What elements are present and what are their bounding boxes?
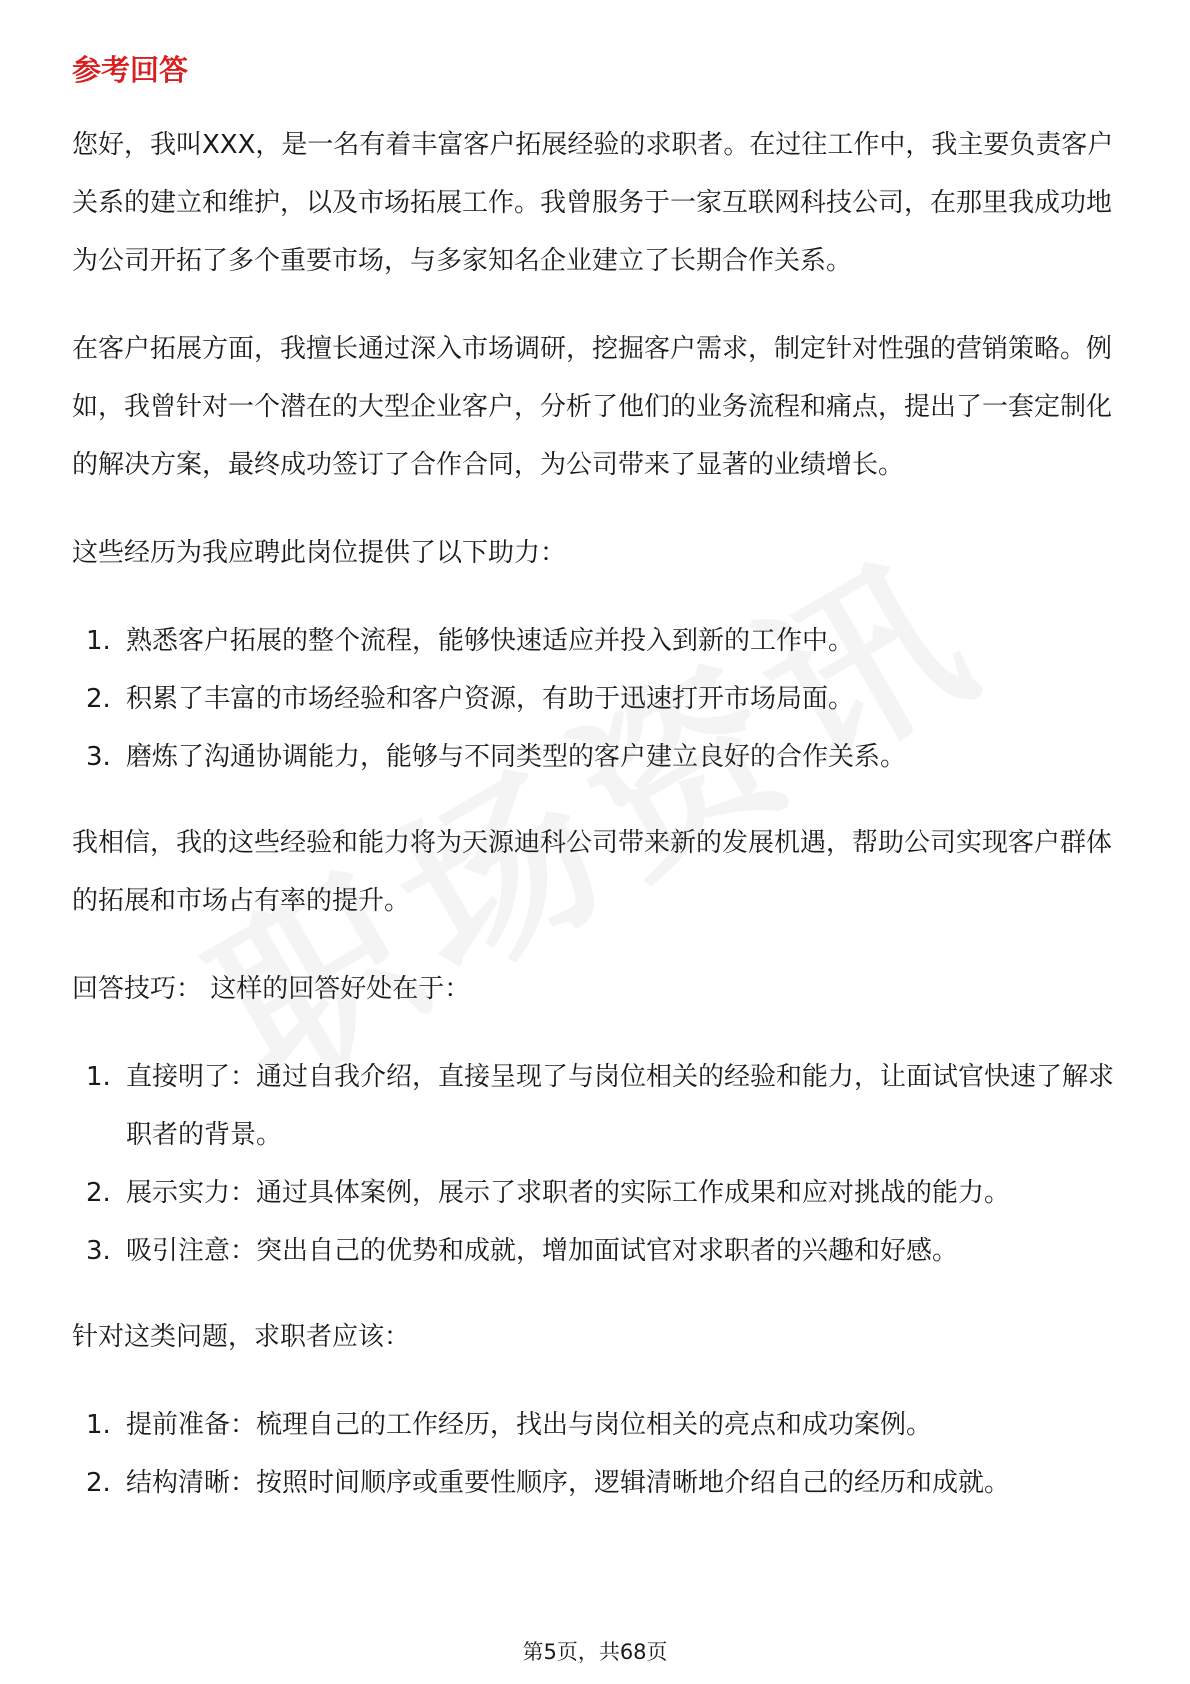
list-text: 直接明了：通过自我介绍，直接呈现了与岗位相关的经验和能力，让面试官快速了解求职者的背景。 bbox=[126, 1062, 1115, 1150]
list-number: 1. bbox=[86, 1410, 111, 1440]
list-item bbox=[72, 1222, 1118, 1280]
list-text: 吸引注意：突出自己的优势和成就，增加面试官对求职者的兴趣和好感。 bbox=[126, 1236, 959, 1266]
list-number: 3. bbox=[86, 742, 111, 772]
list-item bbox=[72, 1048, 1118, 1164]
list-number: 1. bbox=[86, 1062, 111, 1092]
document-body bbox=[72, 116, 1118, 1540]
advice-list bbox=[72, 1396, 1118, 1512]
paragraph-advice-intro: 针对这类问题，求职者应该： bbox=[72, 1322, 411, 1352]
list-number: 3. bbox=[86, 1236, 111, 1266]
list-text: 提前准备：梳理自己的工作经历，找出与岗位相关的亮点和成功案例。 bbox=[126, 1410, 933, 1440]
paragraph-tips-intro: 回答技巧： 这样的回答好处在于： bbox=[72, 974, 471, 1004]
benefits-list bbox=[72, 612, 1118, 786]
list-item bbox=[72, 612, 1118, 670]
paragraph-intro: 您好，我叫XXX，是一名有着丰富客户拓展经验的求职者。在过往工作中，我主要负责客户关系的建立和维护，以及市场拓展工作。我曾服务于一家互联网科技公司，在那里我成功地为公司开拓了多个重要市场，与多家知名企业建立了长期合作关系。 bbox=[72, 130, 1114, 276]
list-text: 积累了丰富的市场经验和客户资源，有助于迅速打开市场局面。 bbox=[126, 684, 855, 714]
paragraph-experience: 在客户拓展方面，我擅长通过深入市场调研，挖掘客户需求，制定针对性强的营销策略。例如，我曾针对一个潜在的大型企业客户，分析了他们的业务流程和痛点，提出了一套定制化的解决方案，最终成功签订了合作合同，为公司带来了显著的业绩增长。 bbox=[72, 334, 1113, 480]
list-item bbox=[72, 728, 1118, 786]
list-item bbox=[72, 1164, 1118, 1222]
page-number: 第5页，共68页 bbox=[522, 1640, 668, 1664]
list-number: 2. bbox=[86, 1178, 111, 1208]
list-number: 2. bbox=[86, 684, 111, 714]
list-text: 磨炼了沟通协调能力，能够与不同类型的客户建立良好的合作关系。 bbox=[126, 742, 907, 772]
list-item bbox=[72, 1454, 1118, 1512]
list-number: 2. bbox=[86, 1468, 111, 1498]
list-item bbox=[72, 670, 1118, 728]
list-text: 展示实力：通过具体案例，展示了求职者的实际工作成果和应对挑战的能力。 bbox=[126, 1178, 1011, 1208]
list-text: 结构清晰：按照时间顺序或重要性顺序，逻辑清晰地介绍自己的经历和成就。 bbox=[126, 1468, 1011, 1498]
list-item bbox=[72, 1396, 1118, 1454]
paragraph-benefits-intro: 这些经历为我应聘此岗位提供了以下助力： bbox=[72, 538, 567, 568]
list-text: 熟悉客户拓展的整个流程，能够快速适应并投入到新的工作中。 bbox=[126, 626, 855, 656]
tips-list bbox=[72, 1048, 1118, 1280]
list-number: 1. bbox=[86, 626, 111, 656]
section-heading: 参考回答 bbox=[72, 53, 189, 87]
paragraph-conclusion: 我相信，我的这些经验和能力将为天源迪科公司带来新的发展机遇，帮助公司实现客户群体的拓展和市场占有率的提升。 bbox=[72, 828, 1113, 916]
